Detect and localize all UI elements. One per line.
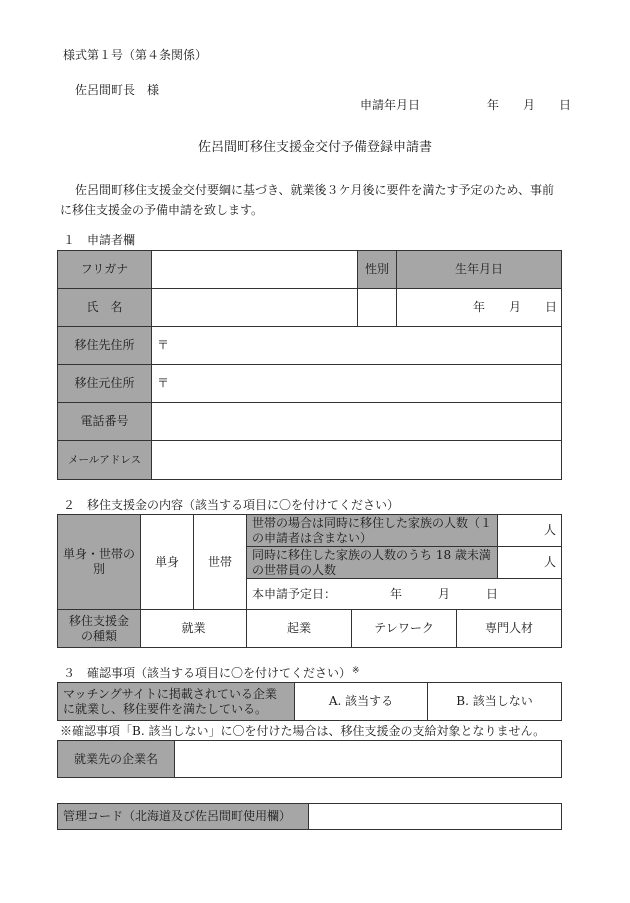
support-table (57, 514, 562, 648)
matching-statement: マッチングサイトに掲載されている企業 に就業し、移住要件を満たしている。 (58, 683, 295, 721)
birthdate-label: 生年月日 (397, 251, 562, 289)
support-section-heading: ２ 移住支援金の内容（該当する項目に〇を付けてください） (63, 498, 400, 512)
single-option: 単身 (141, 515, 194, 610)
confirmation-section-heading (63, 666, 360, 683)
household-option: 世帯 (194, 515, 247, 610)
confirmation-note: ※確認事項「B. 該当しない」に〇を付けた場合は、移住支援金の支給対象となりません。 (60, 724, 546, 738)
applicant-section-heading: １ 申請者欄 (63, 233, 136, 247)
employer-field (175, 741, 562, 778)
name-label: 氏 名 (58, 289, 152, 327)
employer-table (57, 740, 562, 778)
confirmation-table (57, 682, 562, 721)
support-type-specialist: 専門人材 (457, 610, 562, 648)
minor-count-unit: 人 (498, 547, 562, 579)
applicant-table (57, 250, 562, 480)
minor-count-label: 同時に移住した家族の人数のうち 18 歳未満 の世帯員の人数 (247, 547, 498, 579)
email-label: メールアドレス (58, 441, 152, 480)
application-date-fields: 年 月 日 (487, 98, 572, 112)
new-address-label: 移住先住所 (58, 327, 152, 365)
postal-mark: 〒 (157, 376, 170, 390)
confirmation-heading-mark: ※ (352, 666, 360, 676)
scheduled-date-field: 本申請予定日： 年 月 日 (247, 579, 562, 610)
option-a: A. 該当する (295, 683, 428, 721)
support-type-telework: テレワーク (352, 610, 457, 648)
gender-label: 性別 (358, 251, 397, 289)
family-count-unit: 人 (498, 515, 562, 547)
employer-label: 就業先の企業名 (58, 741, 175, 778)
support-type-employment: 就業 (141, 610, 247, 648)
phone-field (152, 403, 562, 441)
support-type-startup: 起業 (247, 610, 352, 648)
birthdate-field: 年 月 日 (397, 289, 562, 327)
furigana-field (152, 251, 358, 289)
confirmation-heading-text: ３ 確認事項（該当する項目に〇を付けてください） (63, 666, 352, 680)
gender-field (358, 289, 397, 327)
application-date-label: 申請年月日 (360, 98, 421, 112)
phone-label: 電話番号 (58, 403, 152, 441)
intro-line-2: に移住支援金の予備申請を致します。 (60, 203, 264, 217)
household-type-label: 単身・世帯の 別 (58, 515, 141, 610)
support-type-label: 移住支援金 の種類 (58, 610, 141, 648)
form-number: 様式第１号（第４条関係） (63, 48, 208, 62)
email-field (152, 441, 562, 480)
furigana-label: フリガナ (58, 251, 152, 289)
option-b: B. 該当しない (428, 683, 562, 721)
intro-line-1: 佐呂間町移住支援金交付要綱に基づき、就業後３ケ月後に要件を満たす予定のため、事前 (63, 183, 555, 197)
document-title: 佐呂間町移住支援金交付予備登録申請書 (197, 140, 432, 155)
previous-address-field (152, 365, 562, 403)
postal-mark: 〒 (157, 338, 170, 352)
new-address-field (152, 327, 562, 365)
admin-code-label: 管理コード（北海道及び佐呂間町使用欄） (58, 804, 309, 830)
name-field (152, 289, 358, 327)
admin-code-field (309, 804, 562, 830)
family-count-label: 世帯の場合は同時に移住した家族の人数（１ の申請者は含まない） (247, 515, 498, 547)
admin-code-table (57, 803, 562, 830)
addressee: 佐呂間町長 様 (75, 83, 160, 97)
previous-address-label: 移住元住所 (58, 365, 152, 403)
